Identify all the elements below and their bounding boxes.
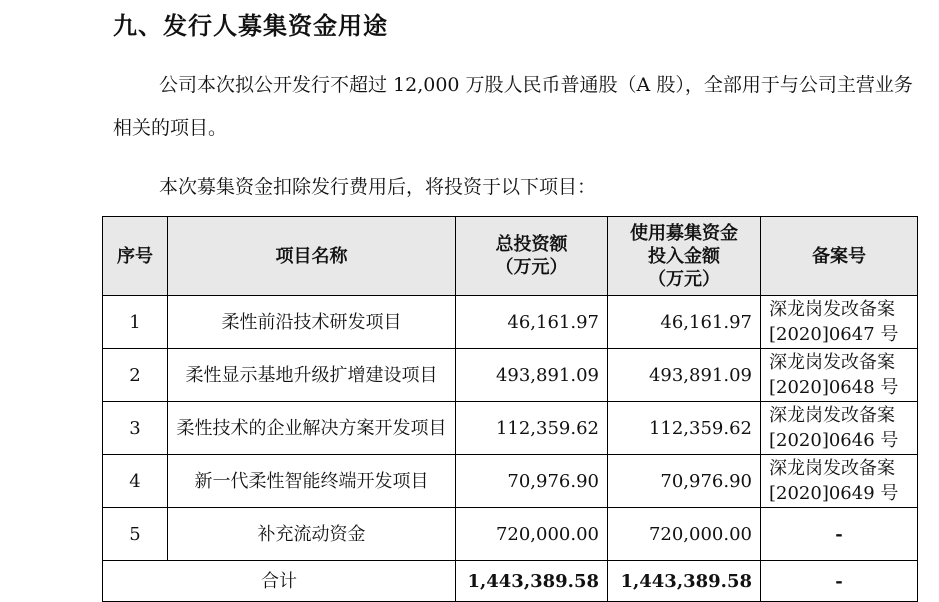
section-heading: 九、发行人募集资金用途 — [113, 12, 388, 40]
row-no: 1 — [103, 296, 168, 349]
header-fund-use — [608, 217, 761, 296]
table-row — [103, 402, 918, 455]
row-no: 3 — [103, 402, 168, 455]
row-fund-use: 70,976.90 — [608, 455, 761, 508]
header-no: 序号 — [103, 217, 168, 296]
row-record-no: - — [761, 508, 918, 561]
row-project-name: 柔性前沿技术研发项目 — [168, 296, 456, 349]
table-row — [103, 508, 918, 561]
row-total-investment: 720,000.00 — [456, 508, 608, 561]
header-total-unit: （万元） — [495, 257, 568, 278]
total-fund-use-sum: 1,443,389.58 — [608, 561, 761, 602]
intro-paragraph: 公司本次拟公开发行不超过 12,000 万股人民币普通股（A 股），全部用于与公司主营业务相关的项目。 — [113, 74, 913, 139]
header-total-investment — [456, 217, 608, 296]
table-row — [103, 455, 918, 508]
row-project-name: 柔性显示基地升级扩增建设项目 — [168, 349, 456, 402]
row-no: 2 — [103, 349, 168, 402]
row-fund-use: 112,359.62 — [608, 402, 761, 455]
total-row — [103, 561, 918, 602]
row-project-name: 柔性技术的企业解决方案开发项目 — [168, 402, 456, 455]
row-total-investment: 46,161.97 — [456, 296, 608, 349]
header-record-no: 备案号 — [761, 217, 918, 296]
row-record-no: 深龙岗发改备案[2020]0649 号 — [761, 455, 918, 508]
header-total-line: 总投资额 — [495, 234, 568, 255]
header-use-line1: 使用募集资金 — [630, 222, 738, 244]
row-record-no: 深龙岗发改备案[2020]0648 号 — [761, 349, 918, 402]
total-record-no: - — [761, 561, 918, 602]
fund-use-table — [102, 216, 918, 602]
row-fund-use: 720,000.00 — [608, 508, 761, 561]
row-no: 4 — [103, 455, 168, 508]
row-project-name: 新一代柔性智能终端开发项目 — [168, 455, 456, 508]
header-project-name: 项目名称 — [168, 217, 456, 296]
table-header-row — [103, 217, 918, 296]
table-row — [103, 296, 918, 349]
row-fund-use: 493,891.09 — [608, 349, 761, 402]
row-total-investment: 70,976.90 — [456, 455, 608, 508]
total-label: 合计 — [103, 561, 456, 602]
row-fund-use: 46,161.97 — [608, 296, 761, 349]
row-record-no: 深龙岗发改备案[2020]0646 号 — [761, 402, 918, 455]
header-use-line2: 投入金额 — [648, 245, 720, 267]
row-total-investment: 112,359.62 — [456, 402, 608, 455]
row-project-name: 补充流动资金 — [168, 508, 456, 561]
row-record-no: 深龙岗发改备案[2020]0647 号 — [761, 296, 918, 349]
use-paragraph: 本次募集资金扣除发行费用后，将投资于以下项目： — [159, 176, 597, 198]
row-total-investment: 493,891.09 — [456, 349, 608, 402]
row-no: 5 — [103, 508, 168, 561]
total-investment-sum: 1,443,389.58 — [456, 561, 608, 602]
header-use-unit: （万元） — [648, 268, 720, 290]
table-row — [103, 349, 918, 402]
